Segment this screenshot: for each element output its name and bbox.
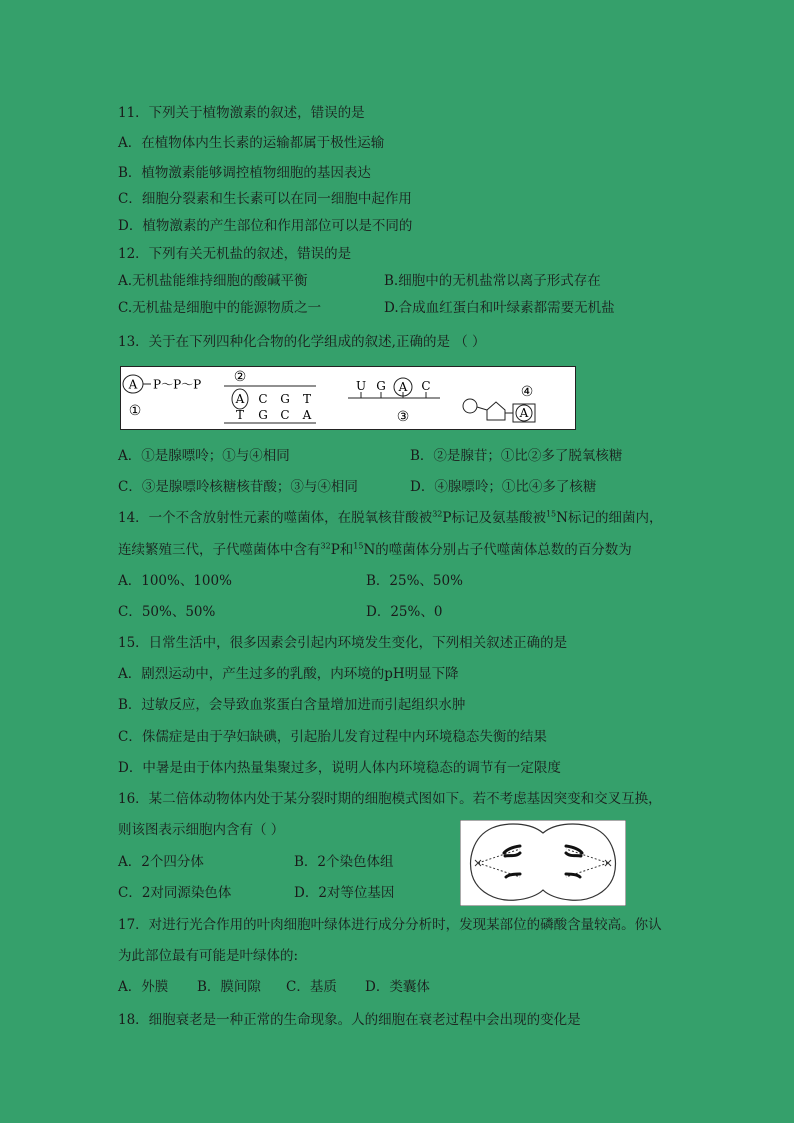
q17-stem: 17．对进行光合作用的叶肉细胞叶绿体进行成分分析时，发现某部位的磷酸含量较高。你认 — [118, 917, 662, 933]
c4-label: ④ — [520, 384, 534, 400]
q15-option-d: D．中暑是由于体内热量集聚过多，说明人体内环境稳态的调节有一定限度 — [118, 760, 561, 776]
q12-option-c: C.无机盐是细胞中的能源物质之一 — [118, 300, 322, 316]
q17-option-d: D．类囊体 — [365, 979, 430, 995]
q16-stem-line2: 则该图表示细胞内含有（ ） — [118, 822, 285, 838]
c3-label: ③ — [396, 409, 410, 425]
q16-option-d: D．2对等位基因 — [294, 885, 395, 901]
q16-option-a: A．2个四分体 — [118, 854, 204, 870]
q12-option-b: B.细胞中的无机盐常以离子形式存在 — [384, 273, 601, 289]
c3-base-1: G — [376, 379, 386, 393]
c2-top-base-3: T — [302, 392, 312, 406]
q14-stem-line2: 连续繁殖三代，子代噬菌体中含有$^{32}$P和$^{15}$N的噬菌体分别占子代噬菌体总数的百分数为 — [118, 541, 632, 558]
c2-top-base-0: A — [235, 392, 245, 406]
q11-option-d: D．植物激素的产生部位和作用部位可以是不同的 — [118, 218, 413, 234]
q14-option-a: A．100%、100% — [118, 573, 232, 589]
q16-cell-division-figure — [460, 820, 626, 906]
q18-stem: 18．细胞衰老是一种正常的生命现象。人的细胞在衰老过程中会出现的变化是 — [118, 1012, 581, 1028]
q13-option-a: A．①是腺嘌呤；①与④相同 — [118, 448, 290, 464]
q17-option-a: A．外膜 — [118, 979, 169, 995]
q14-option-d: D．25%、0 — [366, 604, 443, 620]
q13-option-c: C．③是腺嘌呤核糖核苷酸；③与④相同 — [118, 479, 358, 495]
c2-bottom-base-3: A — [302, 408, 312, 422]
c1-label: ① — [128, 403, 142, 419]
q13-stem: 13．关于在下列四种化合物的化学组成的叙述,正确的是 （ ） — [118, 334, 486, 350]
c2-bottom-base-2: C — [280, 408, 290, 422]
c4-circled-letter: A — [519, 406, 529, 420]
c1-circled-letter: A — [128, 377, 138, 392]
c2-bottom-base-0: T — [235, 408, 245, 422]
q11-option-a: A．在植物体内生长素的运输都属于极性运输 — [118, 135, 385, 151]
q13-compound-figure — [120, 366, 576, 430]
c2-label: ② — [233, 369, 247, 385]
q15-option-b: B．过敏反应，会导致血浆蛋白含量增加进而引起组织水肿 — [118, 697, 466, 713]
q13-option-d: D．④腺嘌呤；①比④多了核糖 — [410, 479, 597, 495]
c2-top-base-2: G — [280, 392, 290, 406]
q16-option-c: C．2对同源染色体 — [118, 885, 232, 901]
q14-option-c: C．50%、50% — [118, 604, 216, 620]
q14-option-b: B．25%、50% — [366, 573, 463, 589]
c2-bottom-base-1: G — [258, 408, 268, 422]
q17-option-b: B．膜间隙 — [197, 979, 261, 995]
q16-option-b: B．2个染色体组 — [294, 854, 394, 870]
c3-base-2: A — [398, 380, 408, 394]
q17-option-c: C．基质 — [286, 979, 337, 995]
q12-stem: 12．下列有关无机盐的叙述，错误的是 — [118, 246, 352, 262]
q11-stem: 11．下列关于植物激素的叙述，错误的是 — [118, 105, 365, 121]
q11-option-b: B．植物激素能够调控植物细胞的基因表达 — [118, 165, 371, 181]
c2-top-base-1: C — [258, 392, 268, 406]
c3-base-0: U — [355, 379, 367, 393]
q13-option-b: B．②是腺苷；①比②多了脱氧核糖 — [410, 448, 623, 464]
c1-phosphate-chain: P～P～P — [153, 377, 202, 392]
q11-option-c: C．细胞分裂素和生长素可以在同一细胞中起作用 — [118, 191, 412, 207]
c3-base-3: C — [421, 379, 431, 393]
q15-option-a: A．剧烈运动中，产生过多的乳酸，内环境的pH明显下降 — [118, 666, 459, 682]
q12-option-d: D.合成血红蛋白和叶绿素都需要无机盐 — [384, 300, 615, 316]
q16-stem: 16．某二倍体动物体内处于某分裂时期的细胞模式图如下。若不考虑基因突变和交叉互换， — [118, 791, 662, 807]
q15-stem: 15．日常生活中，很多因素会引起内环境发生变化，下列相关叙述正确的是 — [118, 635, 568, 651]
q14-stem: 14．一个不含放射性元素的噬菌体，在脱氧核苷酸被$^{32}$P标记及氨基酸被$^{15}$N标记的细菌内， — [118, 509, 663, 526]
q12-option-a: A.无机盐能维持细胞的酸碱平衡 — [118, 273, 308, 289]
q15-option-c: C．侏儒症是由于孕妇缺碘，引起胎儿发育过程中内环境稳态失衡的结果 — [118, 729, 547, 745]
q17-stem-line2: 为此部位最有可能是叶绿体的: — [118, 948, 299, 964]
